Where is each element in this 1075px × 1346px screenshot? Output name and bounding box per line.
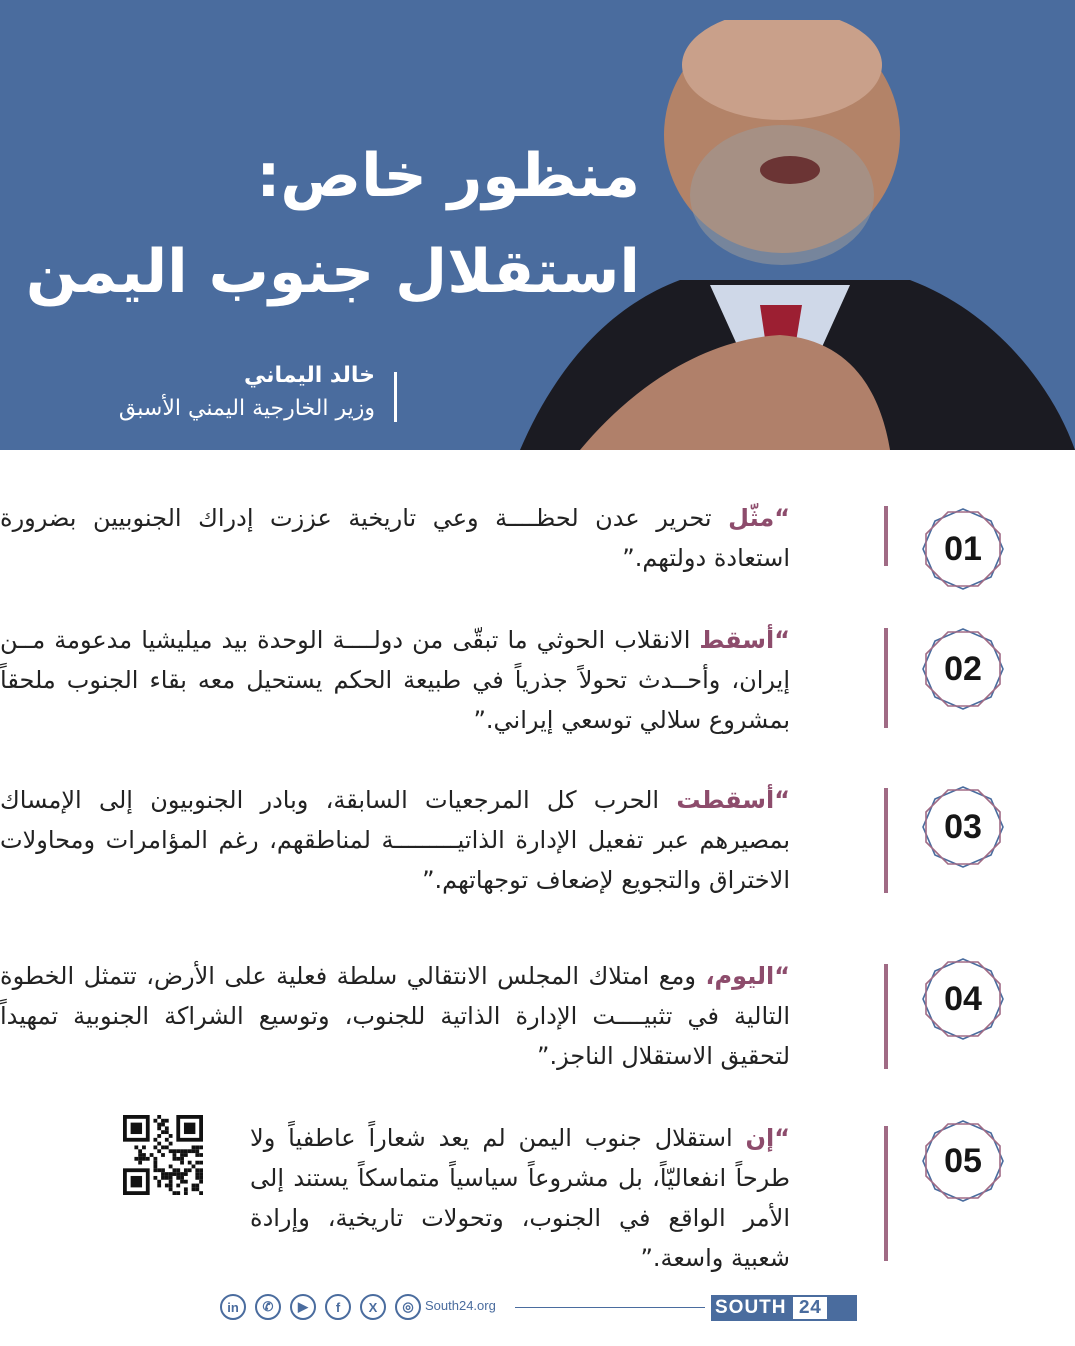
website-link[interactable]: South24.org bbox=[425, 1298, 496, 1313]
quote-highlight: “اليوم، bbox=[705, 962, 790, 990]
number-badge bbox=[920, 1118, 1006, 1204]
quote-highlight: “إن bbox=[745, 1124, 790, 1152]
x-icon[interactable]: X bbox=[360, 1294, 386, 1320]
quote-highlight: “أسقطت bbox=[676, 786, 790, 814]
number-badge bbox=[920, 784, 1006, 870]
title-line-2: استقلال جنوب اليمن bbox=[25, 237, 640, 307]
author-role: وزير الخارجية اليمني الأسبق bbox=[118, 396, 375, 421]
quote-divider bbox=[884, 1126, 888, 1261]
footer bbox=[0, 1290, 1075, 1330]
badge-number: 04 bbox=[944, 979, 982, 1018]
title-line-1: منظور خاص: bbox=[256, 141, 640, 211]
logo-number: 24 bbox=[793, 1297, 828, 1319]
badge-number: 02 bbox=[944, 649, 982, 688]
quote-body: تحرير عدن لحظــــة وعي تاريخية عززت إدراك الجنوبيين بضرورة استعادة دولتهم.” bbox=[0, 504, 790, 572]
quote-body: استقلال جنوب اليمن لم يعد شعاراً عاطفياً ولا طرحاً انفعاليّاً، بل مشروعاً سياسياً متماسكاً يستند إلى الأمر الواقع في الجنوب، وتحولات تاريخية، وإرادة شعبية واسعة.” bbox=[250, 1124, 790, 1272]
whatsapp-icon[interactable]: ✆ bbox=[255, 1294, 281, 1320]
quote-body: الانقلاب الحوثي ما تبقّى من دولــــة الوحدة بيد ميليشيا مدعومة مــن إيران، وأحــدث تحولاً جذرياً في طبيعة الحكم يستحيل معه بقاء الجنوب ملحقاً بمشروع سلالي توسعي إيراني.” bbox=[0, 626, 790, 734]
quote-divider bbox=[884, 964, 888, 1069]
youtube-icon[interactable]: ▶ bbox=[290, 1294, 316, 1320]
number-badge bbox=[920, 956, 1006, 1042]
number-badge bbox=[920, 506, 1006, 592]
logo-text: SOUTH bbox=[715, 1297, 787, 1318]
quote-text bbox=[0, 780, 790, 900]
qr-code[interactable] bbox=[123, 1115, 203, 1195]
quote-text bbox=[0, 498, 790, 578]
quote-divider bbox=[884, 788, 888, 893]
quote-divider bbox=[884, 506, 888, 566]
badge-number: 01 bbox=[944, 529, 982, 568]
page-title bbox=[26, 128, 640, 320]
quote-divider bbox=[884, 628, 888, 728]
linkedin-icon[interactable]: in bbox=[220, 1294, 246, 1320]
quote-text bbox=[0, 620, 790, 740]
quote-highlight: “أسقط bbox=[699, 626, 790, 654]
quote-text bbox=[250, 1118, 790, 1278]
author-name: خالد اليماني bbox=[243, 363, 375, 388]
quote-text bbox=[0, 956, 790, 1076]
author-divider bbox=[394, 372, 397, 422]
number-badge bbox=[920, 626, 1006, 712]
author-block bbox=[119, 360, 375, 426]
footer-rule bbox=[515, 1307, 705, 1308]
globe-icon[interactable]: ◎ bbox=[395, 1294, 421, 1320]
facebook-icon[interactable]: f bbox=[325, 1294, 351, 1320]
quote-highlight: “مثّل bbox=[728, 504, 790, 532]
badge-number: 05 bbox=[944, 1141, 982, 1180]
quote-body: الحرب كل المرجعيات السابقة، وبادر الجنوبيون إلى الإمساك بمصيرهم عبر تفعيل الإدارة الذاتيـــــــــة لمناطقهم، رغم المؤامرات ومحاولات الاختراق والتجويع لإضعاف توجهاتهم.” bbox=[0, 786, 790, 894]
quote-body: ومع امتلاك المجلس الانتقالي سلطة فعلية على الأرض، تتمثل الخطوة التالية في تثبيــــت الإدارة الذاتية للجنوب، وتوسيع الشراكة الجنوبية تمهيداً لتحقيق الاستقلال الناجز.” bbox=[0, 962, 790, 1070]
header-banner bbox=[0, 0, 1075, 450]
badge-number: 03 bbox=[944, 807, 982, 846]
south24-logo bbox=[711, 1295, 857, 1321]
